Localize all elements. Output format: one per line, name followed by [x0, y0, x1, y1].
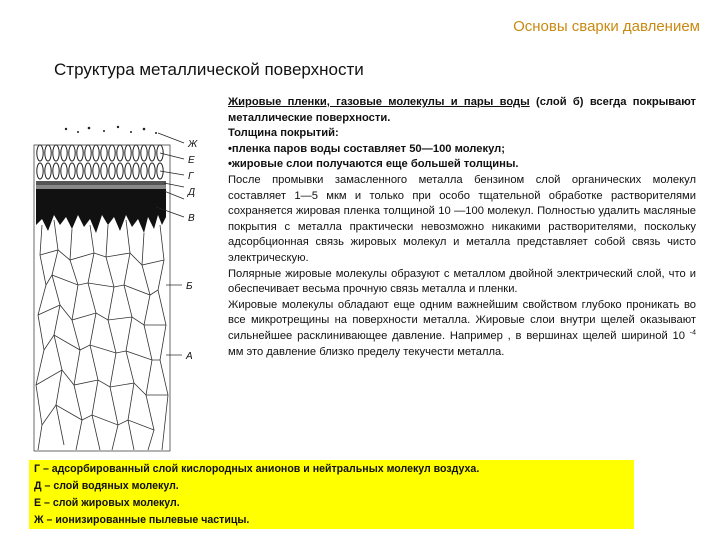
label-zh: Ж — [188, 139, 198, 150]
paragraph-fat-layers: •жировые слои получаются еще большей толщины. — [228, 158, 519, 171]
legend-item-g: Г – адсорбированный слой кислородных анионов и нейтральных молекул воздуха. — [34, 463, 480, 475]
body-text — [228, 95, 696, 360]
molecule-layer-e — [37, 163, 163, 179]
paragraph-water-film: •пленка паров воды составляет 50—100 молекул; — [228, 142, 505, 155]
anion-layer-g — [36, 181, 166, 185]
penetration-end: мм это давление близко пределу текучести металла. — [228, 345, 505, 358]
dust-particles — [65, 126, 157, 134]
paragraph-polar-molecules: Полярные жировые молекулы образуют с металлом двойной электрический слой, что и обеспечивает весьма прочную связь металла и пленки. — [228, 267, 696, 296]
legend-item-d: Д – слой водяных молекул. — [34, 480, 179, 492]
deformed-layer-v — [36, 189, 166, 233]
grain-boundaries — [36, 220, 168, 450]
label-g: Г — [188, 171, 194, 182]
water-layer-d — [36, 185, 166, 189]
paragraph-thickness-heading: Толщина покрытий: — [228, 127, 339, 140]
underlined-phrase: Жировые пленки, газовые молекулы и пары воды — [228, 96, 530, 108]
legend-item-e: Е – слой жировых молекул. — [34, 497, 180, 509]
label-e: Е — [188, 155, 195, 166]
label-b: Б — [186, 281, 193, 292]
page-title: Структура металлической поверхности — [54, 60, 364, 79]
paragraph-intro — [228, 95, 696, 126]
label-a: А — [186, 351, 193, 362]
header-title: Основы сварки давлением — [513, 18, 700, 35]
label-v: В — [188, 213, 195, 224]
molecule-layer-zh — [37, 145, 163, 161]
label-d: Д — [188, 187, 196, 198]
paragraph-penetration — [228, 298, 696, 360]
penetration-text: Жировые молекулы обладают еще одним важнейшим свойством глубоко проникать во все микротрещины на поверхности металла. Жировые слои внутри щелей оказывают сильнейшее расклинивающее давление. Например , в вершинах щелей шириной 10 — [228, 298, 696, 342]
metal-surface-diagram — [26, 125, 218, 453]
exponent: -4 — [689, 329, 696, 337]
legend-box — [29, 460, 634, 529]
paragraph-cleaning: После промывки замасленного металла бензином слой органических молекул составляет 1—5 мкм и только при особо тщательной обработке растворителями сохраняется жировая пленка толщиной 10 —100 молекул. Полностью удалить масляные покрытия с металла практически невозможно никакими растворителями, поскольку адсорбционная связь жировых молекул и металла представляет собой связь чисто электрическую. — [228, 173, 696, 264]
intro-rest: (слой б) всегда покрывают металлические поверхности. — [228, 96, 696, 124]
legend-item-zh: Ж – ионизированные пылевые частицы. — [34, 514, 250, 526]
